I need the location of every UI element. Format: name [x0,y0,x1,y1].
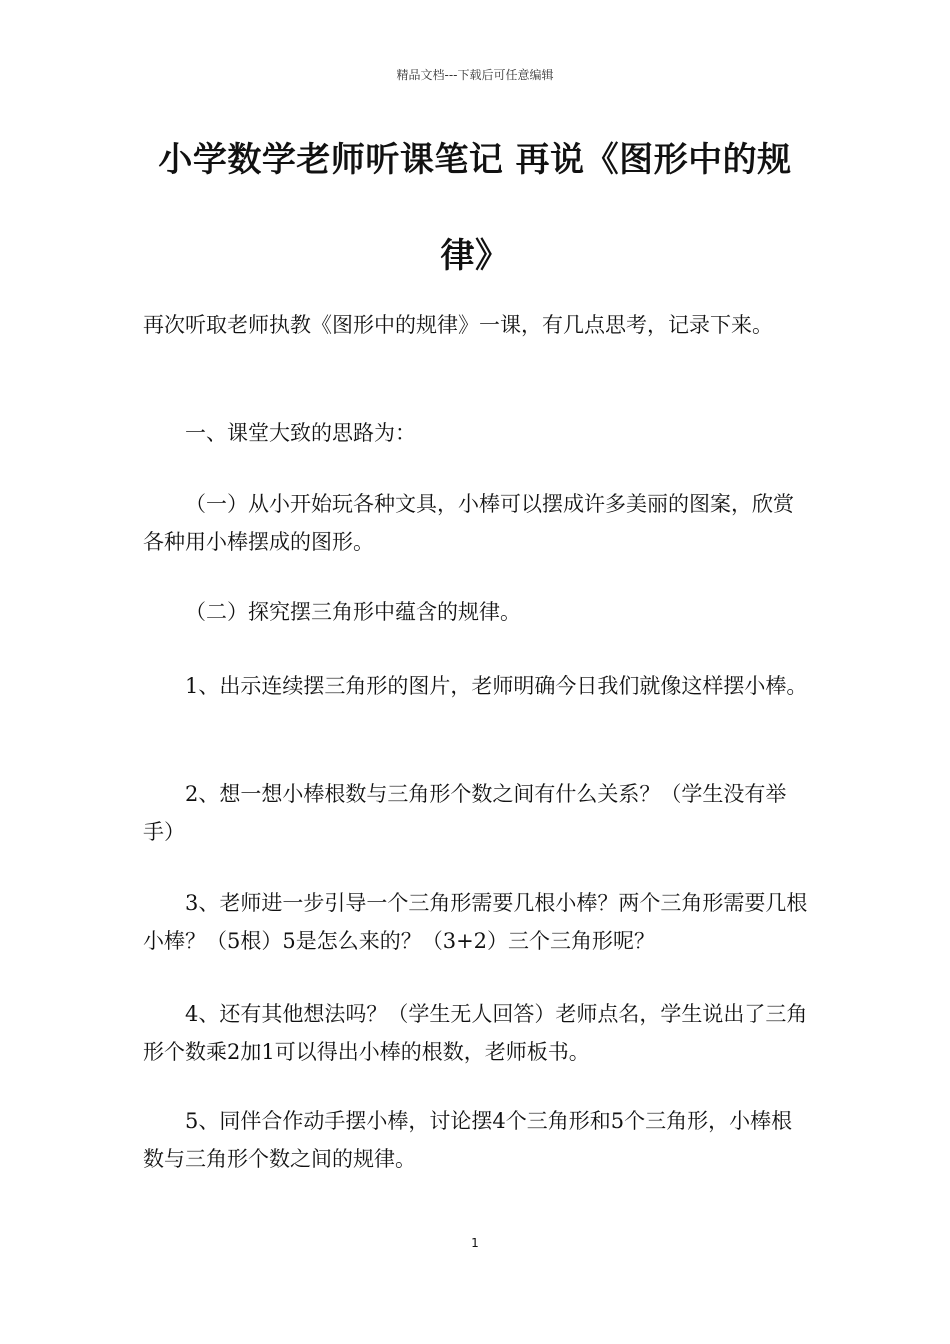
paragraph-step-1: 1、出示连续摆三角形的图片，老师明确今日我们就像这样摆小棒。 [185,674,808,698]
page-header-note: 精品文档---下载后可任意编辑 [396,68,554,82]
paragraph-step-5: 5、同伴合作动手摆小棒，讨论摆4个三角形和5个三角形，小棒根数与三角形个数之间的规律。 [143,1109,793,1171]
page-number: 1 [471,1236,479,1250]
intro-paragraph: 再次听取老师执教《图形中的规律》一课，有几点思考，记录下来。 [143,313,773,337]
document-title-line-2: 律》 [440,236,510,276]
section-heading-classroom-outline: 一、课堂大致的思路为： [185,421,416,445]
paragraph-step-3: 3、老师进一步引导一个三角形需要几根小棒？两个三角形需要几根小棒？（5根）5是怎么来的？（3+2）三个三角形呢？ [143,891,808,953]
document-title-line-1: 小学数学老师听课笔记 再说《图形中的规 [158,140,792,180]
paragraph-step-4: 4、还有其他想法吗？（学生无人回答）老师点名，学生说出了三角形个数乘2加1可以得出小棒的根数，老师板书。 [143,1002,808,1064]
paragraph-step-2: 2、想一想小棒根数与三角形个数之间有什么关系？（学生没有举手） [143,782,787,844]
paragraph-part-two: （二）探究摆三角形中蕴含的规律。 [185,600,521,624]
paragraph-part-one: （一）从小开始玩各种文具，小棒可以摆成许多美丽的图案，欣赏各种用小棒摆成的图形。 [143,492,794,554]
